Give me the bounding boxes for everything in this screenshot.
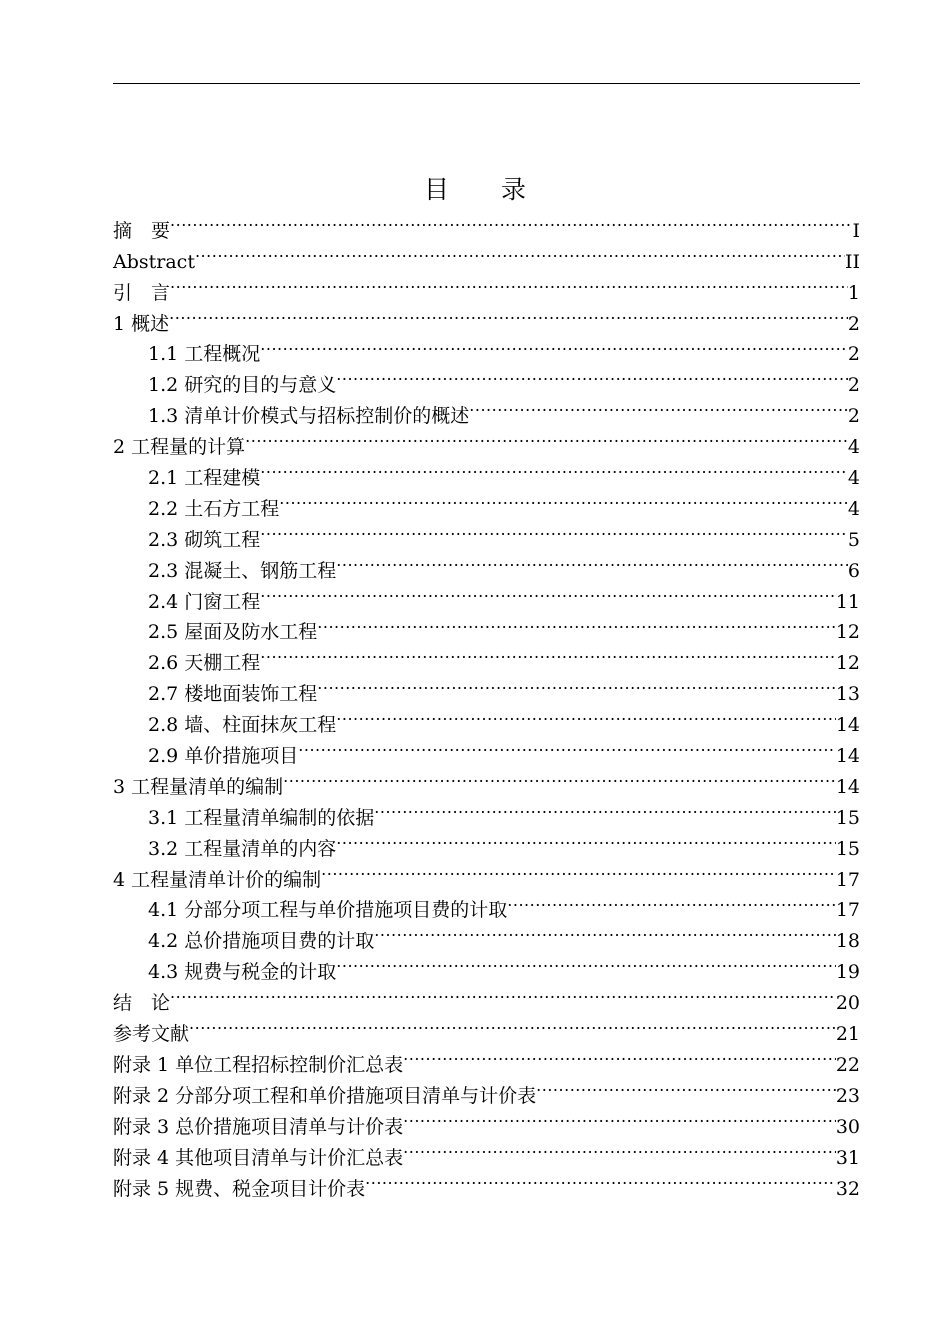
toc-entry-page: 1 [847,281,860,304]
toc-entry-label: 结 论 [113,992,171,1015]
toc-entry-label: 3.1 工程量清单编制的依据 [148,806,375,829]
toc-leader-dots [317,669,836,700]
toc-entry-page: 4 [847,497,860,520]
toc-entry-page: 4 [847,467,860,490]
toc-entry-label: 2.3 砌筑工程 [148,528,261,551]
toc-leader-dots [403,1133,836,1164]
toc-leader-dots [317,608,836,639]
toc-entry-label: 参考文献 [113,1023,190,1046]
toc-entry-label: 2.7 楼地面装饰工程 [148,683,318,706]
toc-entry-page: 11 [835,590,860,613]
toc-leader-dots [260,453,848,484]
toc-entry-page: 20 [835,992,860,1015]
toc-entry-page: 14 [835,775,860,798]
toc-leader-dots [336,546,848,577]
toc-entry-label: 附录 4 其他项目清单与计价汇总表 [113,1146,404,1169]
toc-entry-label: 4 工程量清单计价的编制 [113,868,322,891]
toc-entry-label: 2.2 土石方工程 [148,497,280,520]
toc-entry-label: 2 工程量的计算 [113,436,246,459]
toc-title-right: 录 [501,175,527,204]
toc-leader-dots [260,638,836,669]
toc-entry-label: 4.2 总价措施项目费的计取 [148,930,375,953]
toc-entry-label: 2.4 门窗工程 [148,590,261,613]
toc-entry-label: 1 概述 [113,312,170,335]
toc-leader-dots [260,577,836,608]
toc-leader-dots [403,1102,836,1133]
toc-entry-page: 6 [847,559,860,582]
toc-entry-page: 14 [835,745,860,768]
toc-entry[interactable] [113,206,860,242]
toc-entry-label: 2.5 屋面及防水工程 [148,621,318,644]
toc-leader-dots [507,886,836,917]
toc-entry-label: 4.3 规费与税金的计取 [148,961,337,984]
toc-entry-page: 31 [835,1146,860,1169]
toc-entry[interactable] [113,330,860,366]
toc-title-left: 目 [423,175,449,204]
toc-entry-page: 12 [835,621,860,644]
toc-leader-dots [469,391,848,422]
toc-entry-label: Abstract [113,250,195,273]
toc-leader-dots [321,855,836,886]
toc-entry-page: 17 [835,899,860,922]
toc-entry-label: 2.9 单价措施项目 [148,745,299,768]
toc-entry-page: II [844,250,860,273]
toc-entry-label: 4.1 分部分项工程与单价措施项目费的计取 [148,899,508,922]
toc-leader-dots [189,1009,836,1040]
toc-entry-page: 5 [847,528,860,551]
toc-leader-dots [279,484,848,515]
toc-entry-label: 2.1 工程建模 [148,467,261,490]
toc-entry-page: I [852,219,860,242]
toc-entry-page: 19 [835,961,860,984]
toc-leader-dots [260,330,848,361]
toc-leader-dots [169,299,848,330]
toc-entry[interactable] [113,1009,860,1046]
toc-leader-dots [336,947,836,978]
toc-entry-page: 30 [835,1115,860,1138]
toc-entry[interactable] [113,1040,860,1076]
toc-entry[interactable] [113,268,860,304]
toc-entry-label: 2.6 天棚工程 [148,652,261,675]
toc-leader-dots [403,1040,836,1071]
toc-entry[interactable] [113,299,860,335]
toc-entry-page: 23 [835,1084,860,1107]
toc-entry-page: 22 [835,1053,860,1076]
toc-leader-dots [170,206,852,237]
toc-entry-label: 附录 2 分部分项工程和单价措施项目清单与计价表 [113,1084,537,1107]
header-rule [113,83,860,84]
toc-entry-label: 3.2 工程量清单的内容 [148,837,337,860]
toc-leader-dots [336,824,836,855]
toc-entry-label: 引 言 [113,281,171,304]
toc-entry-label: 附录 5 规费、税金项目计价表 [113,1177,366,1200]
toc-entry-page: 2 [847,374,860,397]
toc-leader-dots [336,360,848,391]
toc-entry-page: 2 [847,312,860,335]
toc-entry-page: 15 [835,806,860,829]
toc-entry-page: 4 [847,436,860,459]
toc-entry-label: 1.3 清单计价模式与招标控制价的概述 [148,405,470,428]
toc-entry-page: 14 [835,714,860,737]
toc-entry-label: 附录 1 单位工程招标控制价汇总表 [113,1053,404,1076]
toc-leader-dots [283,762,836,793]
table-of-contents [113,206,860,1200]
toc-entry-page: 15 [835,837,860,860]
toc-leader-dots [170,268,848,299]
toc-leader-dots [245,422,848,453]
toc-leader-dots [374,793,836,824]
toc-entry-label: 2.3 混凝土、钢筋工程 [148,559,337,582]
toc-entry[interactable] [113,237,860,273]
toc-entry-page: 17 [835,868,860,891]
toc-leader-dots [298,731,836,762]
toc-leader-dots [195,237,845,268]
toc-entry-label: 1.1 工程概况 [148,343,261,366]
toc-leader-dots [336,700,836,731]
toc-entry-page: 21 [835,1023,860,1046]
toc-leader-dots [260,515,848,546]
toc-entry-label: 1.2 研究的目的与意义 [148,374,337,397]
toc-entry-page: 12 [835,652,860,675]
toc-entry-page: 18 [835,930,860,953]
toc-entry-label: 2.8 墙、柱面抹灰工程 [148,714,337,737]
toc-entry-label: 3 工程量清单的编制 [113,775,284,798]
toc-entry-page: 2 [847,405,860,428]
toc-leader-dots [170,978,836,1009]
toc-leader-dots [365,1164,836,1195]
toc-leader-dots [536,1071,836,1102]
toc-entry-label: 摘 要 [113,219,171,242]
toc-entry-label: 附录 3 总价措施项目清单与计价表 [113,1115,404,1138]
toc-entry-page: 32 [835,1177,860,1200]
toc-entry-page: 2 [847,343,860,366]
toc-entry-page: 13 [835,683,860,706]
toc-entry[interactable] [113,978,860,1015]
toc-title [0,173,950,207]
toc-leader-dots [374,916,836,947]
